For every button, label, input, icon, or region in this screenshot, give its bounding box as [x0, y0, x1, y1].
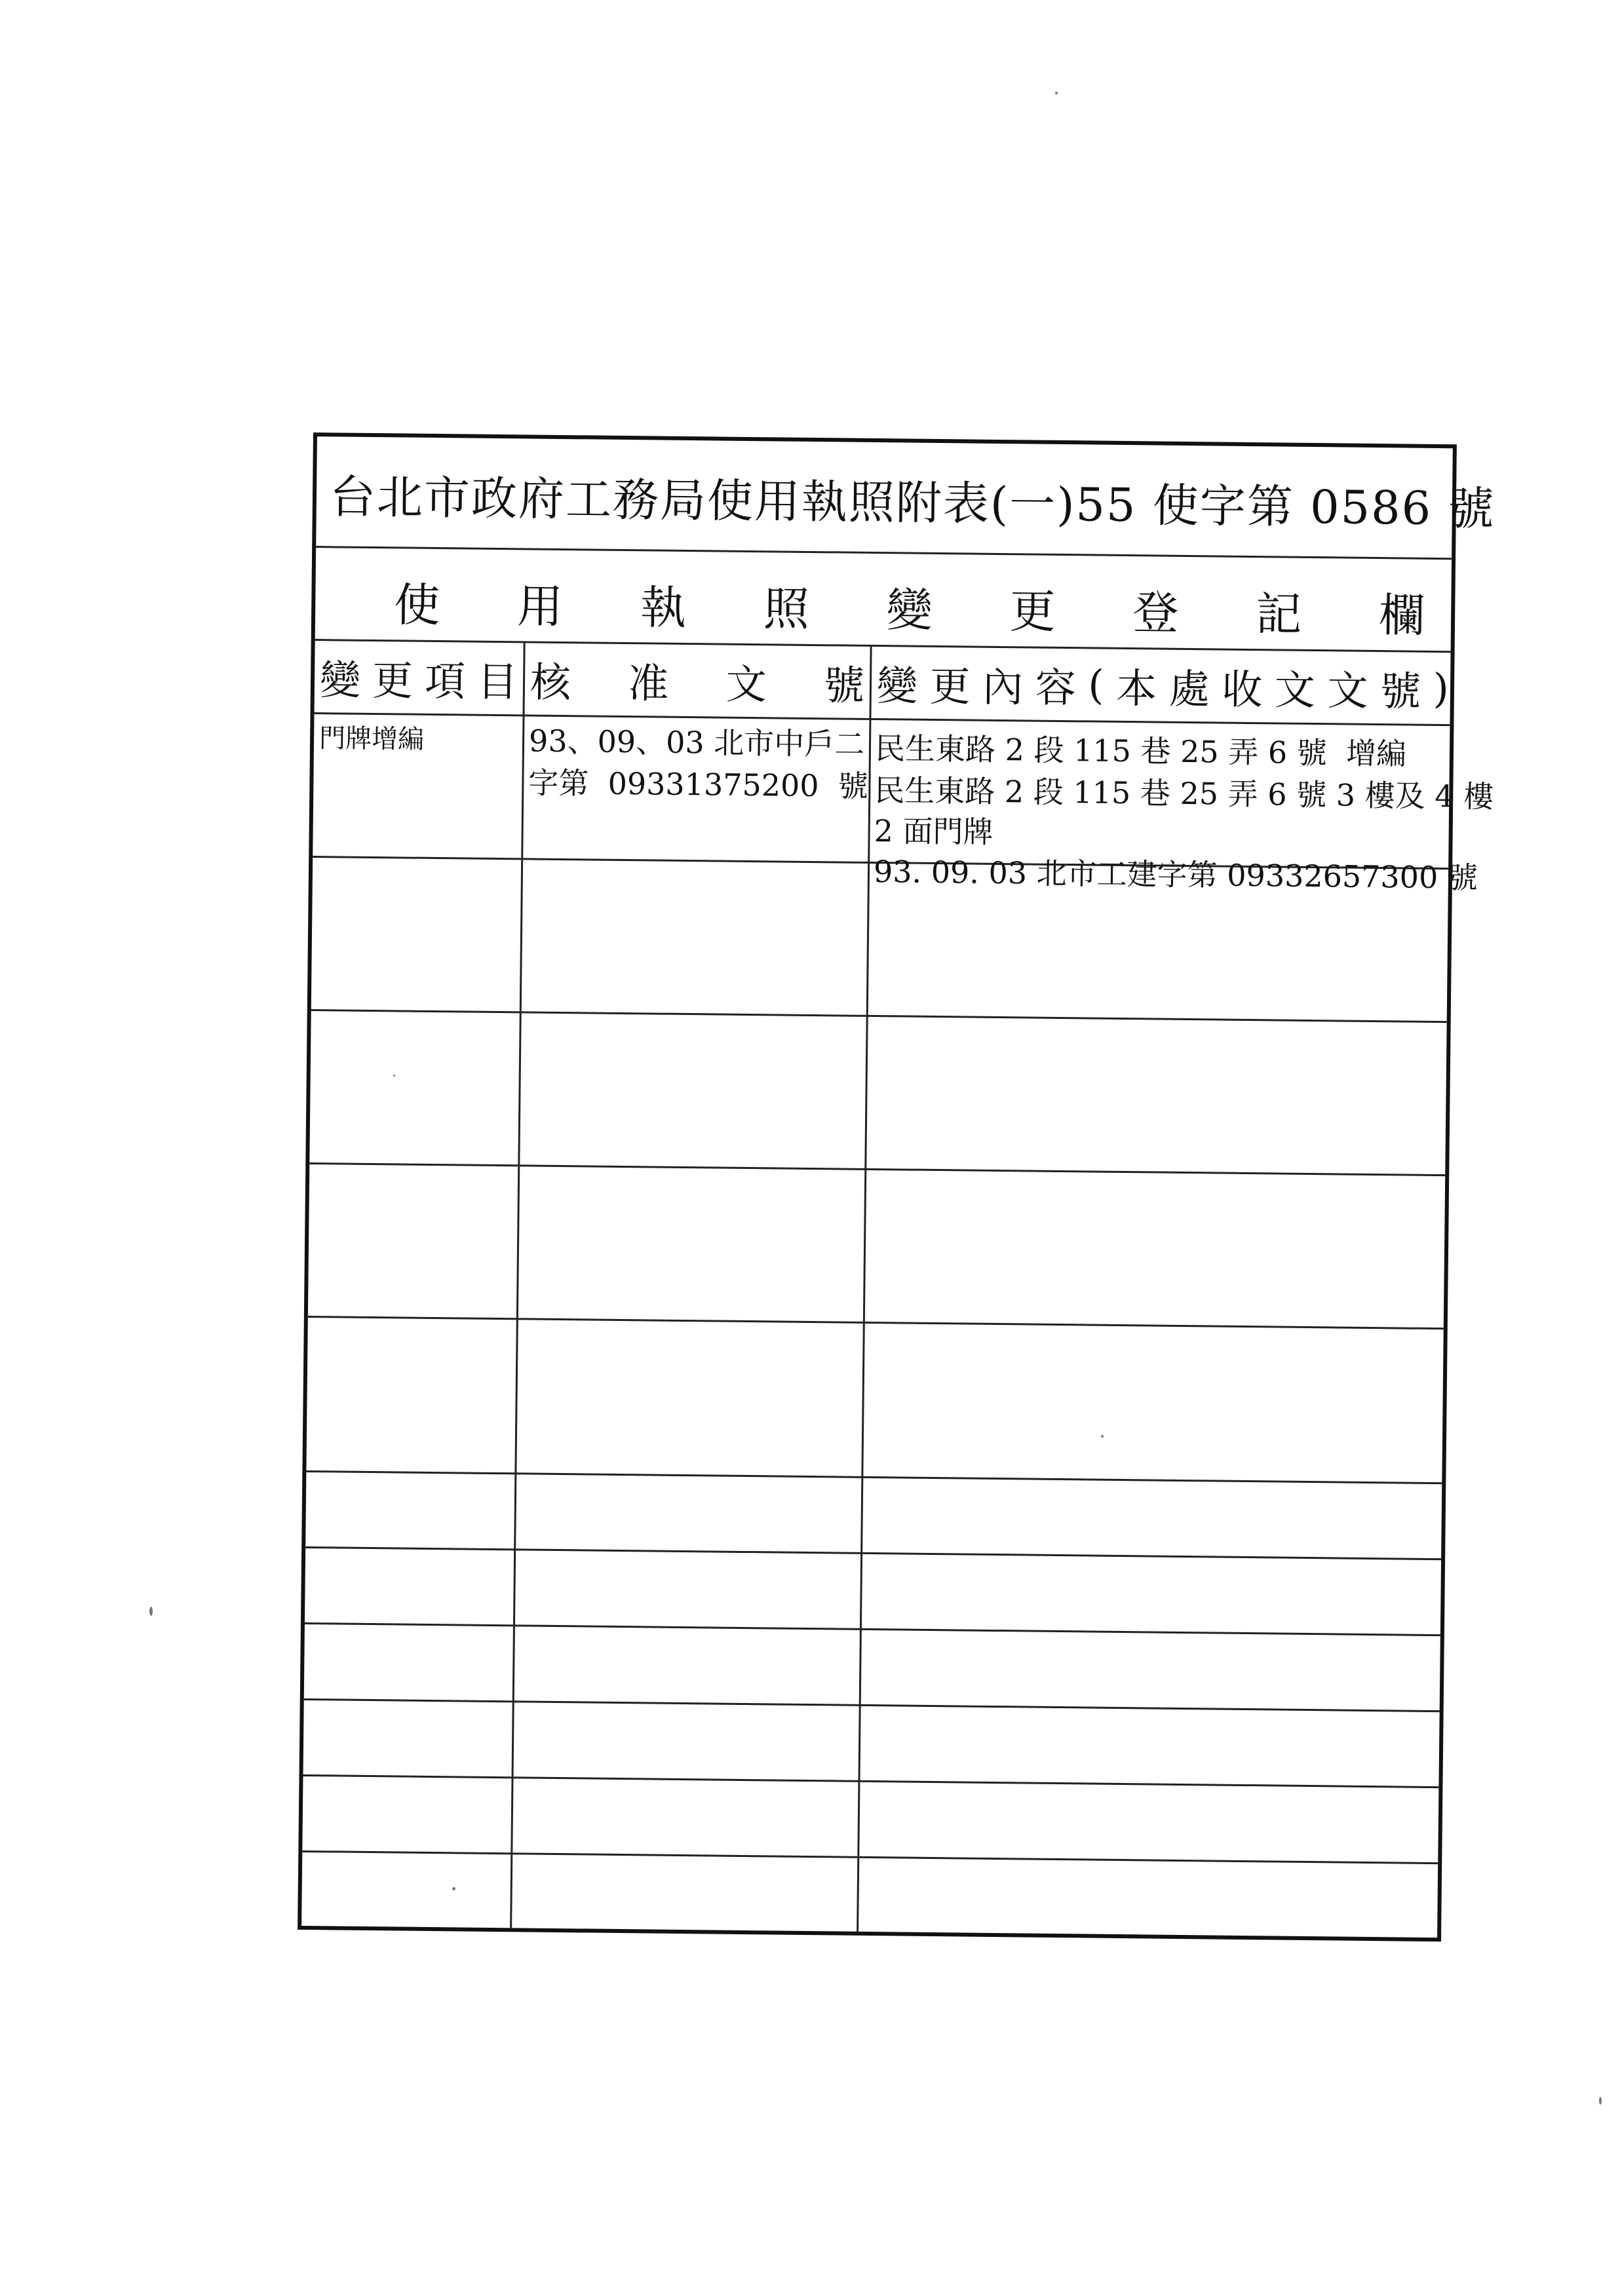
header-content [871, 647, 1454, 724]
banner-char: 照 [763, 582, 810, 636]
header-char: 處 [1168, 664, 1210, 714]
row-divider [305, 1622, 1440, 1636]
entry-content-line: 民生東路 2 段 115 巷 25 弄 6 號 增編 [874, 731, 1407, 772]
entry-approval-line: 字第 09331375200 號 [528, 765, 869, 804]
header-char: 本 [1115, 664, 1157, 713]
scan-speck [1055, 92, 1058, 94]
row-divider [303, 1774, 1439, 1788]
banner-char: 欄 [1378, 588, 1425, 643]
row-divider [305, 1546, 1441, 1560]
header-char: ( [1088, 660, 1104, 709]
header-char: 項 [424, 657, 466, 706]
header-char: 變 [319, 656, 361, 704]
row-divider [304, 1698, 1440, 1712]
banner-char: 執 [640, 581, 687, 635]
header-char: 容 [1035, 663, 1077, 712]
scan-speck [452, 1887, 455, 1890]
column-divider [857, 647, 872, 1932]
scan-speck [393, 1075, 395, 1077]
banner-char: 變 [886, 583, 933, 638]
header-char: 核 [530, 658, 571, 707]
header-char: 更 [929, 662, 971, 711]
header-char: 號 [1379, 667, 1421, 716]
row-divider [308, 1316, 1444, 1330]
banner-char: 用 [516, 579, 564, 634]
banner-char: 登 [1132, 586, 1179, 640]
header-char: 變 [876, 662, 918, 710]
row-divider [306, 1470, 1442, 1484]
entry-item: 門牌增編 [318, 723, 425, 755]
header-char: 文 [1327, 666, 1368, 715]
form-title: 台北市政府工務局使用執照附表(一)55 使字第 0586 號 [329, 470, 1495, 536]
column-header-row [314, 641, 1450, 726]
banner-char: 更 [1009, 584, 1056, 639]
scan-speck [149, 1607, 153, 1616]
scan-speck [1599, 2097, 1602, 2105]
entry-content-line: 2 面門牌 [874, 813, 993, 850]
entry-content-line: 民生東路 2 段 115 巷 25 弄 6 號 3 樓及 4 樓 [874, 772, 1494, 814]
header-char: 收 [1221, 665, 1263, 714]
title-row [316, 436, 1495, 560]
scan-speck [1101, 1435, 1104, 1438]
banner-char: 使 [393, 578, 440, 633]
banner-char: 記 [1255, 587, 1302, 641]
entry-content-line: 93. 09. 03 北市工建字第 09332657300 號 [873, 853, 1478, 896]
header-char: 准 [627, 659, 669, 708]
header-char: 目 [476, 657, 518, 706]
header-char: ) [1433, 664, 1450, 713]
header-char: 號 [823, 661, 865, 710]
row-divider [302, 1850, 1438, 1864]
change-registration-form [298, 432, 1495, 1942]
column-divider [510, 643, 526, 1928]
entry-approval-line: 93、09、03 北市中戶二 [528, 723, 865, 762]
header-char: 文 [1274, 666, 1316, 715]
header-char: 更 [372, 656, 414, 705]
section-banner [394, 568, 1425, 645]
header-approval [525, 643, 870, 718]
row-divider [309, 1162, 1445, 1176]
row-divider [311, 1009, 1447, 1023]
header-char: 文 [725, 660, 767, 709]
banner-row [315, 548, 1452, 653]
header-char: 內 [982, 662, 1024, 712]
header-item [315, 641, 524, 714]
